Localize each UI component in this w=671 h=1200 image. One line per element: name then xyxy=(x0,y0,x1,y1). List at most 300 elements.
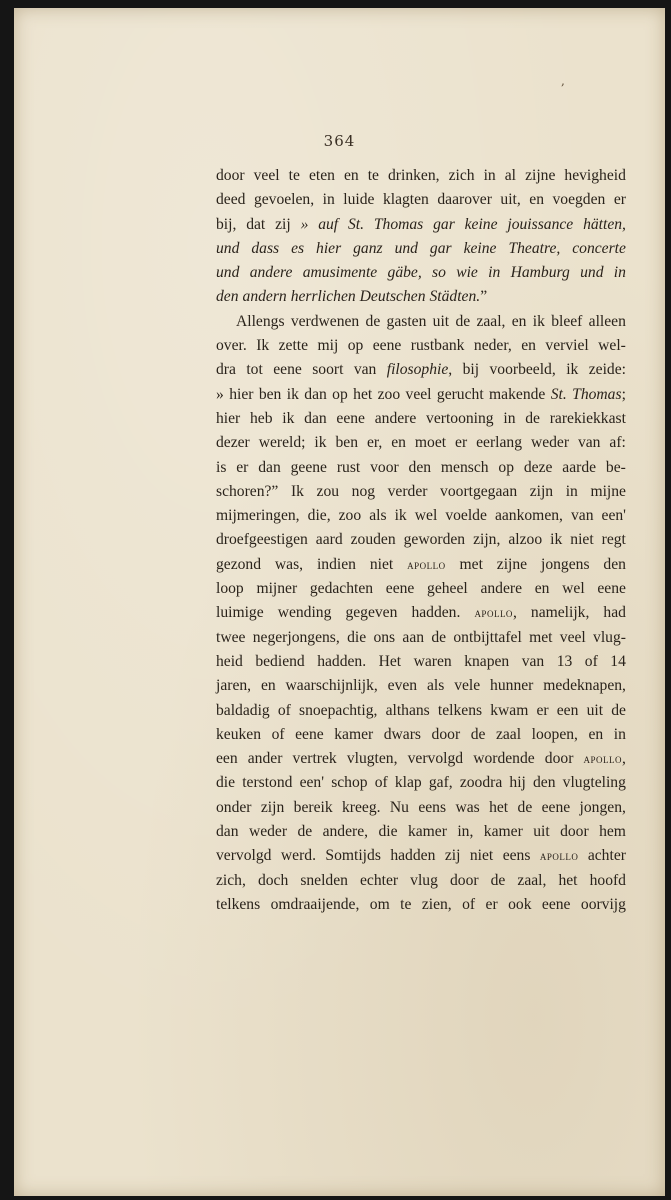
word: vlugten, xyxy=(346,750,398,768)
ink-speck: , xyxy=(561,74,565,88)
word: voegden xyxy=(552,191,606,209)
word: in xyxy=(322,191,335,209)
word: zij xyxy=(444,847,461,865)
word: ganz xyxy=(353,239,383,257)
word: vele xyxy=(454,677,481,695)
word: van xyxy=(521,652,545,670)
word: zoodra xyxy=(459,774,503,792)
word: zoo xyxy=(377,385,401,403)
text-line xyxy=(216,285,626,309)
word: auf xyxy=(318,215,339,233)
word: hadden. xyxy=(317,652,367,670)
word: in xyxy=(483,167,496,184)
text-line xyxy=(216,869,626,893)
word: zijn xyxy=(529,482,554,500)
word: 14 xyxy=(610,652,626,670)
word: apollo, xyxy=(474,604,517,622)
word: die, xyxy=(307,507,331,525)
word: kreeg. xyxy=(342,798,381,816)
word: bij, xyxy=(216,215,237,233)
word: niet xyxy=(570,531,594,549)
word: filosophie, xyxy=(386,361,453,379)
word: het xyxy=(489,798,509,816)
word: ik xyxy=(566,361,579,379)
text-line xyxy=(216,213,626,237)
word: waarschijnlijk, xyxy=(285,677,378,695)
word: hadden xyxy=(390,847,436,865)
text-line xyxy=(216,771,626,795)
word: achter xyxy=(587,847,626,865)
word: soort xyxy=(312,361,344,379)
word: met xyxy=(459,555,483,573)
word: loop xyxy=(216,580,244,598)
word: dan xyxy=(258,458,281,476)
word: en xyxy=(343,167,359,184)
word: jongen, xyxy=(579,798,626,816)
word: aankomen, xyxy=(494,507,563,525)
word: hij xyxy=(509,774,526,792)
text-line xyxy=(216,699,626,723)
word: so xyxy=(432,264,446,282)
word: de xyxy=(365,312,381,330)
word: te xyxy=(367,167,379,184)
word: met xyxy=(529,628,553,646)
word: eene xyxy=(295,725,324,743)
text-line xyxy=(216,553,626,577)
text-line xyxy=(216,383,626,407)
word: keine xyxy=(464,215,498,233)
word: kamer xyxy=(407,823,447,841)
word: und xyxy=(216,239,240,257)
word: dat xyxy=(246,215,266,233)
word: den xyxy=(603,555,626,573)
word: vlug xyxy=(410,871,438,889)
word: de xyxy=(297,823,313,841)
word: gevoelen, xyxy=(253,191,315,209)
word: hunner xyxy=(490,677,534,695)
word: luimige xyxy=(216,604,264,622)
word: tot xyxy=(246,361,263,379)
word: dan xyxy=(304,385,327,403)
word: den xyxy=(408,458,432,476)
word: was xyxy=(455,798,480,816)
text-line xyxy=(216,844,626,868)
word: schoren?” xyxy=(216,482,279,500)
word: gegeven xyxy=(345,604,398,622)
word: verdwenen xyxy=(290,312,360,330)
word: drinken, xyxy=(388,167,440,184)
word: neder, xyxy=(473,337,512,355)
word: om xyxy=(369,895,390,913)
word: wel xyxy=(562,580,585,598)
word: door xyxy=(431,725,461,743)
word: zouden xyxy=(350,531,396,549)
word: Thomas xyxy=(373,215,424,233)
word: rust xyxy=(336,458,361,476)
word: andere, xyxy=(322,823,369,841)
word: dra xyxy=(216,361,236,379)
word: ik xyxy=(532,312,545,330)
word: van xyxy=(353,361,377,379)
word: een' xyxy=(299,774,325,792)
word: gaf, xyxy=(428,774,453,792)
word: is xyxy=(216,458,227,476)
word: ik xyxy=(394,507,407,525)
word: deed xyxy=(216,191,246,209)
text-line xyxy=(216,310,626,334)
word: voor xyxy=(370,458,399,476)
word: vlug- xyxy=(593,628,626,646)
word: bleef xyxy=(551,312,583,330)
text-line xyxy=(216,893,626,917)
word: de xyxy=(455,312,471,330)
word: de xyxy=(470,725,486,743)
word: ons xyxy=(373,628,396,646)
text-line xyxy=(216,237,626,261)
word: geene xyxy=(290,458,327,476)
word: eene xyxy=(273,361,302,379)
word: ik xyxy=(550,531,563,549)
word: een' xyxy=(601,507,626,525)
word: eene xyxy=(597,580,626,598)
word: eene xyxy=(541,798,571,816)
word: heid xyxy=(216,652,243,670)
word: zoo xyxy=(338,507,362,525)
book-page xyxy=(14,8,665,1196)
text-line xyxy=(216,164,626,188)
word: hoofd xyxy=(589,871,626,889)
word: herrlichen xyxy=(290,288,356,306)
text-line xyxy=(216,796,626,820)
word: hier xyxy=(316,239,342,257)
word: St. xyxy=(347,215,365,233)
word: kwam xyxy=(490,701,529,719)
word: apollo xyxy=(407,556,446,572)
word: mensch xyxy=(440,458,489,476)
word: er, xyxy=(366,434,383,452)
page-number: 364 xyxy=(323,132,356,150)
text-line xyxy=(216,747,626,771)
word: zou xyxy=(316,482,340,500)
word: ik xyxy=(282,409,295,427)
word: van xyxy=(577,434,601,452)
word: Städten.” xyxy=(429,288,488,306)
word: kamer xyxy=(483,823,523,841)
word: telkens xyxy=(437,701,483,719)
word: zeide: xyxy=(588,361,626,379)
text-line xyxy=(216,674,626,698)
word: andern xyxy=(242,288,287,306)
word: dezer xyxy=(216,434,250,452)
word: dwars xyxy=(383,725,421,743)
word: zijn xyxy=(260,798,285,816)
word: Hamburg xyxy=(510,264,570,282)
text-line xyxy=(216,480,626,504)
word: die xyxy=(347,628,367,646)
word: zijne xyxy=(525,167,556,184)
word: hem xyxy=(599,823,626,841)
word: of xyxy=(374,774,388,792)
text-line xyxy=(216,188,626,212)
word: und xyxy=(216,264,240,282)
word: den xyxy=(216,288,239,306)
word: aan xyxy=(402,628,425,646)
word: gar xyxy=(433,215,455,233)
word: baldadig xyxy=(216,701,270,719)
word: Theatre, xyxy=(508,239,561,257)
word: en xyxy=(534,580,550,598)
word: althans xyxy=(385,701,430,719)
word: waren xyxy=(413,652,452,670)
word: Thomas; xyxy=(572,385,626,403)
word: Het xyxy=(378,652,402,670)
word: oorvijg xyxy=(580,895,626,913)
word: jongens xyxy=(541,555,590,573)
word: indien xyxy=(316,555,356,573)
word: aard xyxy=(315,531,343,549)
word: onder xyxy=(216,798,252,816)
word: en xyxy=(521,337,536,355)
word: doch xyxy=(257,871,289,889)
word: dan xyxy=(216,823,239,841)
text-line xyxy=(216,723,626,747)
word: keuken xyxy=(216,725,262,743)
word: wereld; xyxy=(258,434,306,452)
word: over. xyxy=(216,337,247,355)
word: » xyxy=(300,215,309,233)
word: er xyxy=(455,434,468,452)
word: mijne xyxy=(590,482,626,500)
word: ander xyxy=(247,750,283,768)
word: apollo xyxy=(539,848,579,864)
word: andere xyxy=(480,580,523,598)
word: droefgeestigen xyxy=(216,531,308,549)
word: gasten xyxy=(386,312,427,330)
text-line xyxy=(216,407,626,431)
word: veel xyxy=(405,385,432,403)
word: gerucht xyxy=(436,385,484,403)
word: bediend xyxy=(255,652,305,670)
word: door xyxy=(449,871,479,889)
text-line xyxy=(216,504,626,528)
word: te xyxy=(400,895,412,913)
text-line xyxy=(216,577,626,601)
text-line xyxy=(216,358,626,382)
word: een xyxy=(216,750,238,768)
word: al xyxy=(504,167,517,184)
word: verder xyxy=(387,482,428,500)
word: Deutschen xyxy=(359,288,426,306)
text-line xyxy=(216,456,626,480)
word: eerlang xyxy=(476,434,522,452)
word: und xyxy=(580,264,604,282)
word: amusimente xyxy=(302,264,378,282)
word: voelde xyxy=(445,507,487,525)
word: niet xyxy=(369,555,394,573)
word: af: xyxy=(609,434,626,452)
word: deze xyxy=(523,458,553,476)
word: concerte xyxy=(572,239,626,257)
word: uit xyxy=(586,701,604,719)
word: es xyxy=(291,239,305,257)
word: door xyxy=(544,750,574,768)
word: de xyxy=(525,409,540,427)
word: niet xyxy=(469,847,494,865)
word: vertrek xyxy=(292,750,337,768)
word: was, xyxy=(274,555,304,573)
word: jaren, xyxy=(216,677,252,695)
word: eens xyxy=(418,798,447,816)
word: loopen, xyxy=(531,725,578,743)
word: zaal, xyxy=(517,871,547,889)
word: und xyxy=(394,239,418,257)
word: geworden xyxy=(403,531,466,549)
word: andere xyxy=(374,409,417,427)
word: eene xyxy=(372,337,402,355)
word: in xyxy=(503,409,516,427)
word: en xyxy=(529,191,544,209)
word: klagten xyxy=(382,191,429,209)
word: echter xyxy=(360,871,399,889)
word: of xyxy=(271,725,285,743)
word: op xyxy=(332,385,348,403)
word: eene xyxy=(336,409,365,427)
word: geheel xyxy=(427,580,468,598)
word: hier xyxy=(216,409,241,427)
word: of xyxy=(584,652,598,670)
word: zien, xyxy=(421,895,452,913)
word: en xyxy=(511,312,527,330)
word: ontbijttafel xyxy=(453,628,522,646)
word: gar xyxy=(429,239,452,257)
word: St. xyxy=(550,385,567,403)
word: en xyxy=(260,677,276,695)
word: de xyxy=(490,871,506,889)
word: Nu xyxy=(389,798,409,816)
text-line xyxy=(216,601,626,625)
word: wie xyxy=(456,264,478,282)
word: negerjongens, xyxy=(252,628,340,646)
word: op xyxy=(498,458,515,476)
word: gedachten xyxy=(309,580,374,598)
word: en xyxy=(588,725,604,743)
word: zaal, xyxy=(476,312,506,330)
word: weder xyxy=(248,823,288,841)
word: » xyxy=(216,385,224,403)
text-line xyxy=(216,334,626,358)
word: zich, xyxy=(216,871,246,889)
word: rarekiekkast xyxy=(549,409,626,427)
word: 13 xyxy=(556,652,573,670)
word: apollo, xyxy=(583,750,626,768)
word: eene xyxy=(541,895,571,913)
word: als xyxy=(426,677,445,695)
word: bereik xyxy=(293,798,333,816)
word: andere xyxy=(249,264,293,282)
word: zette xyxy=(278,337,309,355)
word: medeknapen, xyxy=(543,677,626,695)
word: dass xyxy=(251,239,280,257)
word: het xyxy=(558,871,578,889)
word: klap xyxy=(394,774,422,792)
word: op xyxy=(347,337,364,355)
word: de xyxy=(517,798,533,816)
word: in, xyxy=(457,823,474,841)
word: weder xyxy=(530,434,570,452)
word: gäbe, xyxy=(387,264,422,282)
word: be- xyxy=(605,458,626,476)
word: zijne xyxy=(496,555,528,573)
text-line xyxy=(216,431,626,455)
word: er xyxy=(613,191,626,209)
word: ik xyxy=(314,434,327,452)
word: in xyxy=(565,482,578,500)
text-line xyxy=(216,650,626,674)
word: er xyxy=(536,701,549,719)
word: zij xyxy=(275,215,291,233)
word: telkens xyxy=(216,895,261,913)
word: eten xyxy=(308,167,335,184)
word: nog xyxy=(351,482,376,500)
word: te xyxy=(288,167,300,184)
word: mijner xyxy=(256,580,298,598)
word: zich xyxy=(448,167,475,184)
word: door xyxy=(216,167,245,184)
word: moet xyxy=(414,434,447,452)
word: Ik xyxy=(256,337,270,355)
word: dan xyxy=(304,409,327,427)
word: bij xyxy=(462,361,480,379)
word: het xyxy=(353,385,373,403)
word: veel xyxy=(559,628,586,646)
text-line xyxy=(216,261,626,285)
word: van xyxy=(570,507,594,525)
word: zijn, xyxy=(473,531,501,549)
word: had xyxy=(603,604,626,622)
word: mij xyxy=(317,337,339,355)
text-line xyxy=(216,820,626,844)
word: die xyxy=(378,823,398,841)
word: Allengs xyxy=(236,312,285,330)
word: werd. xyxy=(280,847,316,865)
word: eens xyxy=(502,847,531,865)
word: schop xyxy=(331,774,368,792)
word: makende xyxy=(489,385,546,403)
word: zaal xyxy=(495,725,522,743)
word: heb xyxy=(250,409,273,427)
word: rustbank xyxy=(410,337,465,355)
word: of xyxy=(462,895,476,913)
word: de xyxy=(431,628,447,646)
word: alleen xyxy=(588,312,626,330)
word: snoepachtig, xyxy=(299,701,378,719)
word: hätten, xyxy=(583,215,626,233)
word: uit xyxy=(432,312,450,330)
word: aarde xyxy=(562,458,597,476)
word: voorbeeld, xyxy=(489,361,556,379)
word: de xyxy=(611,701,626,719)
word: omdraaijende, xyxy=(270,895,360,913)
word: regt xyxy=(601,531,626,549)
word: snelden xyxy=(300,871,348,889)
word: wordende xyxy=(473,750,535,768)
word: een xyxy=(556,701,579,719)
word: ik xyxy=(286,385,299,403)
word: als xyxy=(369,507,387,525)
word: voortgegaan xyxy=(440,482,518,500)
word: ook xyxy=(508,895,532,913)
word: ben xyxy=(335,434,358,452)
